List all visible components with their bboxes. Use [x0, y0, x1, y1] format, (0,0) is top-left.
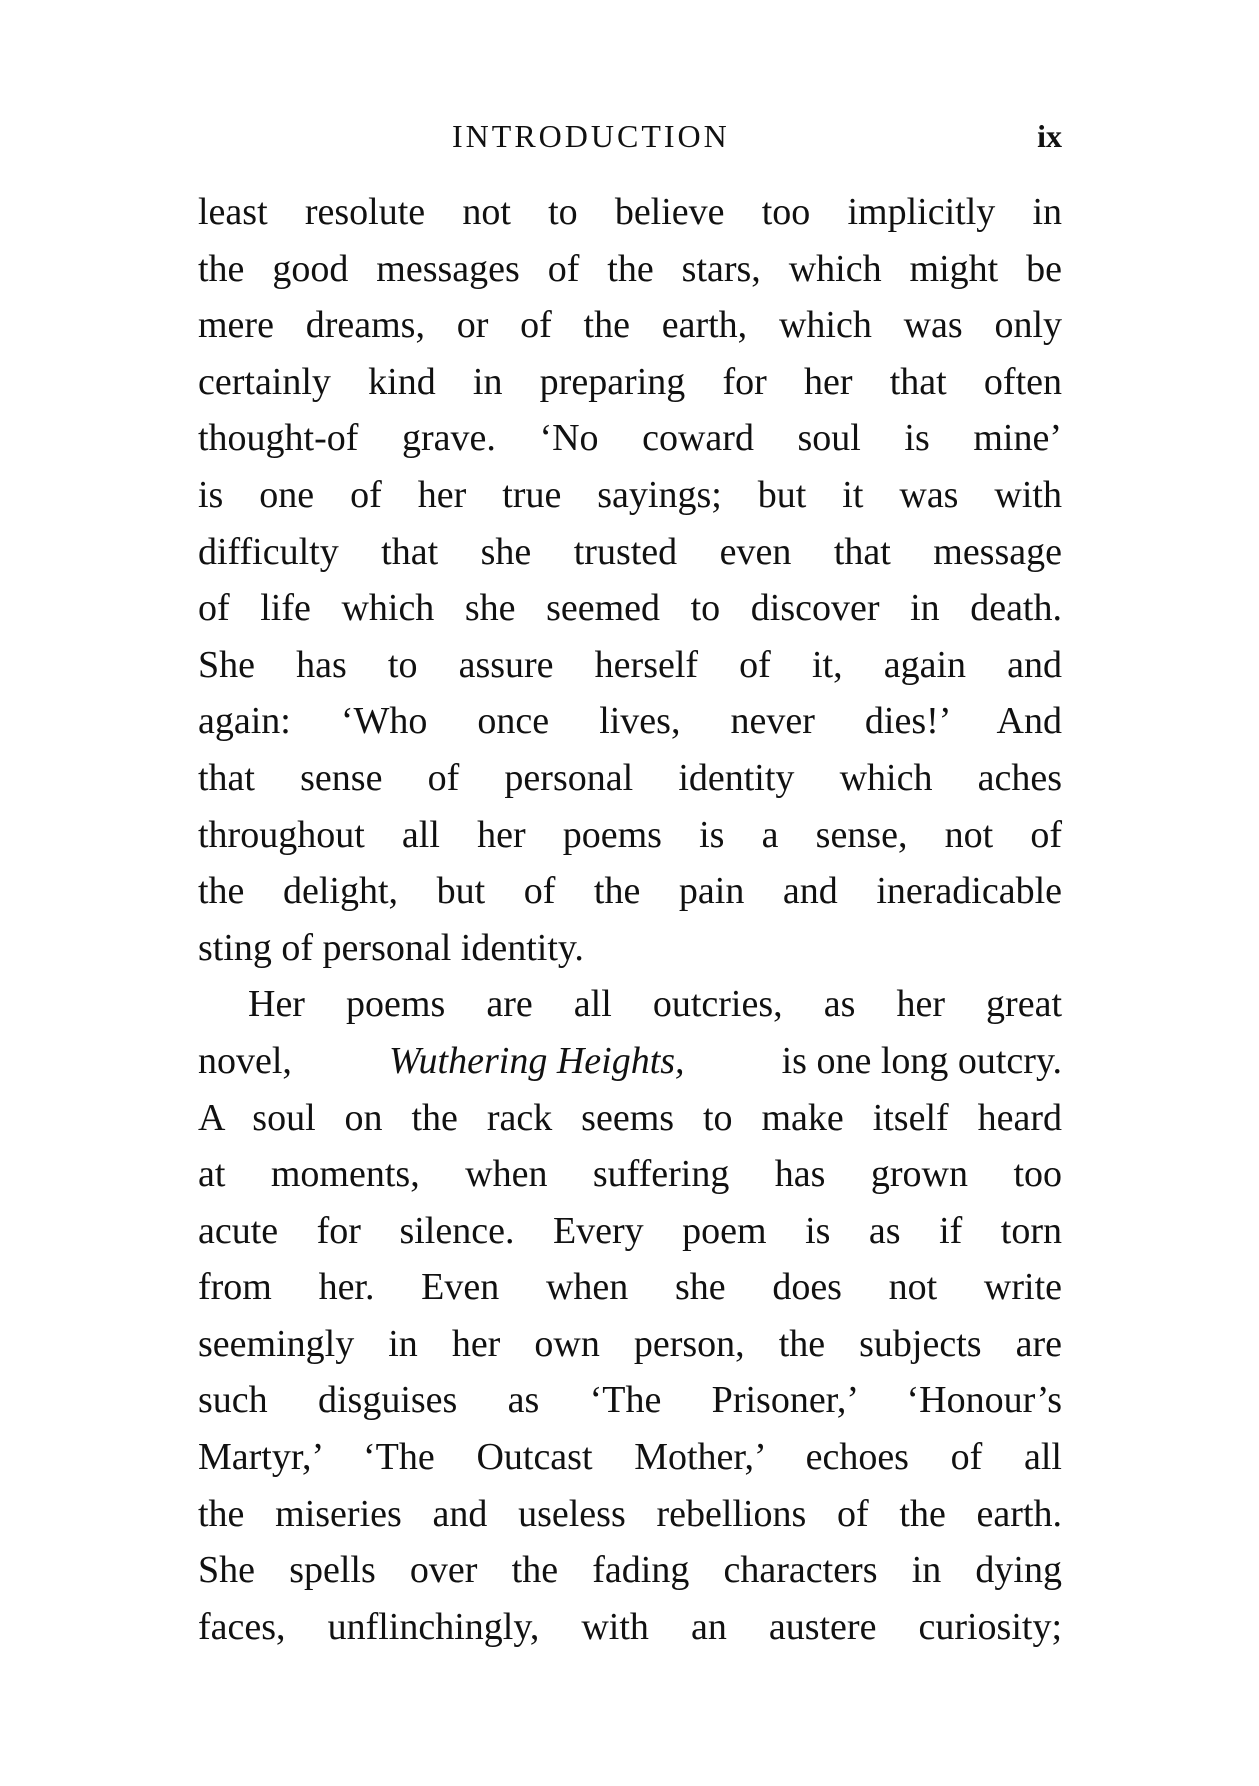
running-title: INTRODUCTION	[452, 118, 730, 154]
text-line: that sense of personal identity which aches	[198, 756, 1062, 799]
running-head	[198, 112, 1062, 160]
text-line: Martyr,’ ‘The Outcast Mother,’ echoes of all	[198, 1436, 1062, 1479]
text-line: is one of her true sayings; but it was with	[198, 473, 1062, 516]
text-segment: novel,	[198, 1039, 292, 1082]
text-line: the miseries and useless rebellions of the earth.	[198, 1492, 1062, 1535]
text-line: throughout all her poems is a sense, not of	[198, 813, 1062, 856]
book-title: Wuthering Heights,	[389, 1039, 685, 1082]
text-line: faces, unflinchingly, with an austere curiosity;	[198, 1605, 1062, 1648]
text-line: acute for silence. Every poem is as if torn	[198, 1209, 1062, 1252]
body-text	[198, 184, 1062, 1655]
text-line: mere dreams, or of the earth, which was only	[198, 304, 1062, 347]
text-line: the delight, but of the pain and ineradicable	[198, 870, 1062, 913]
text-segment: is one long outcry.	[781, 1039, 1062, 1082]
paragraph-end-line: sting of personal identity.	[198, 926, 584, 969]
text-line: She spells over the fading characters in dying	[198, 1549, 1062, 1592]
text-line: the good messages of the stars, which might be	[198, 247, 1062, 290]
text-line: of life which she seemed to discover in death.	[198, 587, 1062, 630]
text-line: She has to assure herself of it, again and	[198, 643, 1062, 686]
text-line-with-title	[198, 1033, 1062, 1090]
text-line: difficulty that she trusted even that message	[198, 530, 1062, 573]
text-line: A soul on the rack seems to make itself heard	[198, 1096, 1062, 1139]
text-line: such disguises as ‘The Prisoner,’ ‘Honour’s	[198, 1379, 1062, 1422]
text-line: certainly kind in preparing for her that often	[198, 360, 1062, 403]
text-line: thought-of grave. ‘No coward soul is mine’	[198, 417, 1062, 460]
text-line: least resolute not to believe too implicitly in	[198, 191, 1062, 233]
text-line: again: ‘Who once lives, never dies!’ And	[198, 700, 1062, 743]
text-line: at moments, when suffering has grown too	[198, 1153, 1062, 1196]
paragraph-start-line: Her poems are all outcries, as her great	[248, 983, 1062, 1026]
page-number: ix	[1037, 118, 1062, 154]
text-line: from her. Even when she does not write	[198, 1266, 1062, 1309]
text-line: seemingly in her own person, the subjects are	[198, 1322, 1062, 1365]
